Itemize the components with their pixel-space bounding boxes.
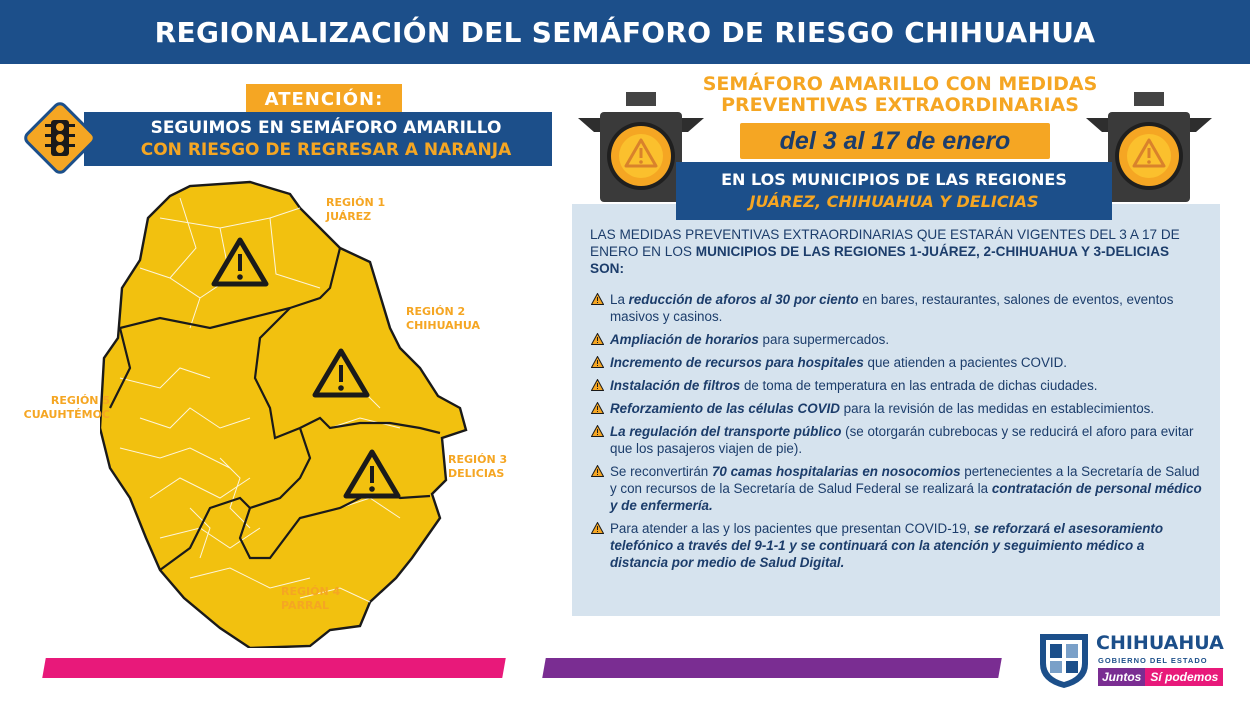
region-label-3: REGIÓN 3 DELICIAS xyxy=(448,453,508,480)
logo-subtitle: GOBIERNO DEL ESTADO xyxy=(1098,656,1208,665)
page-title: REGIONALIZACIÓN DEL SEMÁFORO DE RIESGO CHIHUAHUA xyxy=(154,15,1096,49)
slogan xyxy=(1098,668,1223,686)
municipalities-line-2: JUÁREZ, CHIHUAHUA Y DELICIAS xyxy=(749,192,1039,211)
municipalities-banner xyxy=(676,162,1112,220)
chihuahua-region-map xyxy=(100,178,500,648)
attention-badge: ATENCIÓN: xyxy=(246,84,402,114)
warning-icon xyxy=(591,465,604,477)
list-item: Se reconvertirán 70 camas hospitalarias en nosocomios pertenecientes a la Secretaría de Salud y con recursos de la Secretaría de Salud Federal se realizará la contratación de personal médico y de enfermería. xyxy=(590,463,1202,514)
municipalities-line-1: EN LOS MUNICIPIOS DE LAS REGIONES xyxy=(721,170,1067,189)
date-range: del 3 al 17 de enero xyxy=(740,123,1050,159)
status-line-1: SEGUIMOS EN SEMÁFORO AMARILLO xyxy=(150,118,502,138)
status-banner xyxy=(84,112,552,166)
state-seal-icon xyxy=(1036,630,1092,690)
list-item: La reducción de aforos al 30 por ciento en bares, restaurantes, salones de eventos, eventos masivos y casinos. xyxy=(590,291,1202,325)
measures-panel xyxy=(572,204,1220,616)
region-label-1: REGIÓN 1 JUÁREZ xyxy=(326,196,386,223)
list-item: Ampliación de horarios para supermercados. xyxy=(590,331,1202,348)
warning-icon xyxy=(591,425,604,437)
state-outline xyxy=(100,182,466,648)
government-logo xyxy=(1036,628,1226,698)
warning-icon xyxy=(591,293,604,305)
logo-name: CHIHUAHUA xyxy=(1096,632,1224,654)
warning-icon xyxy=(591,379,604,391)
state-map xyxy=(100,178,500,648)
traffic-light-icon xyxy=(20,98,100,178)
measures-title: SEMÁFORO AMARILLO CON MEDIDAS PREVENTIVAS EXTRAORDINARIAS xyxy=(702,73,1098,116)
warning-icon xyxy=(591,356,604,368)
measures-list xyxy=(590,291,1202,571)
list-item: Instalación de filtros de toma de temperatura en las entrada de dichas ciudades. xyxy=(590,377,1202,394)
warning-icon xyxy=(591,333,604,345)
status-line-2: CON RIESGO DE REGRESAR A NARANJA xyxy=(140,140,512,160)
decorative-bar-purple xyxy=(542,658,1002,678)
list-item: La regulación del transporte público (se otorgarán cubrebocas y se reducirá el aforo para evitar que los pasajeros viajen de pie). xyxy=(590,423,1202,457)
region-label-4: REGIÓN 4 PARRAL xyxy=(281,585,341,612)
region-label-5: REGIÓN 5 CUAUHTÉMOC xyxy=(23,394,110,421)
header-banner xyxy=(0,0,1250,64)
warning-icon xyxy=(591,522,604,534)
region-label-2: REGIÓN 2 CHIHUAHUA xyxy=(406,305,480,332)
slogan-part-2: Sí podemos xyxy=(1145,668,1223,686)
measures-intro: LAS MEDIDAS PREVENTIVAS EXTRAORDINARIAS QUE ESTARÁN VIGENTES DEL 3 A 17 DE ENERO EN LOS MUNICIPIOS DE LAS REGIONES 1-JUÁREZ, 2-CHIHUAHUA Y 3-DELICIAS SON: xyxy=(590,227,1180,276)
decorative-bar-pink xyxy=(42,658,506,678)
list-item: Reforzamiento de las células COVID para la revisión de las medidas en establecimientos. xyxy=(590,400,1202,417)
list-item: Incremento de recursos para hospitales que atienden a pacientes COVID. xyxy=(590,354,1202,371)
slogan-part-1: Juntos xyxy=(1098,668,1145,686)
list-item: Para atender a las y los pacientes que presentan COVID-19, se reforzará el asesoramiento telefónico a través del 9-1-1 y se continuará con la atención y seguimiento médico a distancia por medio de Salud Digital. xyxy=(590,520,1202,571)
warning-icon xyxy=(591,402,604,414)
